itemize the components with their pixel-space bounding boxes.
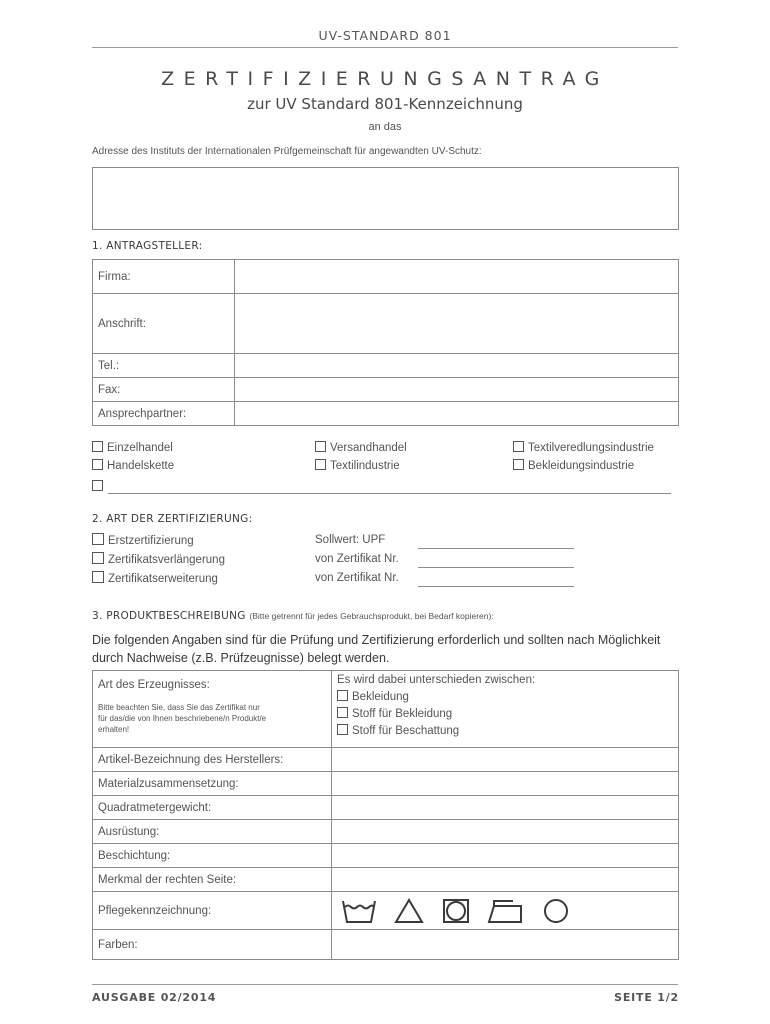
iron-icon <box>489 901 521 922</box>
art-note: Bitte beachten Sie, dass Sie das Zertifikat nur für das/die von Ihnen beschriebene/n Produkt/e erhalten! <box>98 703 267 734</box>
checkbox[interactable] <box>92 571 104 583</box>
option-versandhandel[interactable]: Versandhandel <box>315 441 407 454</box>
art-cell <box>93 671 332 748</box>
gewicht-label: Quadratmetergewicht: <box>93 796 332 820</box>
distinguish-label: Es wird dabei unterschieden zwischen: <box>337 674 536 686</box>
table-row <box>93 402 679 426</box>
table-row <box>93 772 679 796</box>
pflege-label: Pflegekennzeichnung: <box>93 892 332 930</box>
fax-label: Fax: <box>93 378 235 402</box>
option-textilindustrie[interactable]: Textilindustrie <box>315 459 400 472</box>
checkbox[interactable] <box>92 459 103 470</box>
applicant-table <box>92 259 679 426</box>
artikel-field[interactable] <box>332 748 679 772</box>
table-row <box>93 260 679 294</box>
farben-field[interactable] <box>332 930 679 960</box>
erweiterung-nr-label: von Zertifikat Nr. <box>315 572 399 584</box>
firma-field[interactable] <box>235 260 679 294</box>
section-2-heading: 2. ART DER ZERTIFIZIERUNG: <box>92 513 253 525</box>
table-row <box>93 354 679 378</box>
checkbox[interactable] <box>92 441 103 452</box>
tel-label: Tel.: <box>93 354 235 378</box>
verlaengerung-nr-input-line[interactable] <box>418 567 574 568</box>
merkmal-label: Merkmal der rechten Seite: <box>93 868 332 892</box>
table-row <box>93 844 679 868</box>
farben-label: Farben: <box>93 930 332 960</box>
sollwert-input-line[interactable] <box>418 548 574 549</box>
triangle-bleach-icon <box>396 900 422 922</box>
an-das-label: an das <box>368 121 402 133</box>
distinguish-cell <box>332 671 679 748</box>
section-1-heading: 1. ANTRAGSTELLER: <box>92 240 203 252</box>
option-bekleidung[interactable]: Bekleidung <box>337 690 673 703</box>
form-title: ZERTIFIZIERUNGSANTRAG <box>161 68 609 90</box>
option-other[interactable] <box>92 480 107 493</box>
table-row <box>93 671 679 748</box>
ausruestung-field[interactable] <box>332 820 679 844</box>
address-label: Adresse des Instituts der Internationalen Prüfgemeinschaft für angewandten UV-Schutz: <box>92 146 482 157</box>
circle-dry-clean-icon <box>545 900 567 922</box>
beschichtung-label: Beschichtung: <box>93 844 332 868</box>
header-divider <box>92 47 678 48</box>
checkbox[interactable] <box>337 707 348 718</box>
anschrift-label: Anschrift: <box>93 294 235 354</box>
option-einzelhandel[interactable]: Einzelhandel <box>92 441 173 454</box>
ansprechpartner-label: Ansprechpartner: <box>93 402 235 426</box>
erweiterung-nr-input-line[interactable] <box>418 586 574 587</box>
option-stoff-beschattung[interactable]: Stoff für Beschattung <box>337 724 673 737</box>
address-field[interactable] <box>92 167 679 230</box>
material-label: Materialzusammensetzung: <box>93 772 332 796</box>
section-3-note: (Bitte getrennt für jedes Gebrauchsprodukt, bei Bedarf kopieren): <box>249 611 494 621</box>
anschrift-field[interactable] <box>235 294 679 354</box>
art-label: Art des Erzeugnisses: <box>98 679 210 691</box>
option-bekleidungsindustrie[interactable]: Bekleidungsindustrie <box>513 459 634 472</box>
verlaengerung-nr-label: von Zertifikat Nr. <box>315 553 399 565</box>
artikel-label: Artikel-Bezeichnung des Herstellers: <box>93 748 332 772</box>
pflege-field[interactable] <box>332 892 679 930</box>
table-row <box>93 378 679 402</box>
option-erstzertifizierung[interactable]: Erstzertifizierung <box>92 533 194 547</box>
checkbox[interactable] <box>92 480 103 491</box>
checkbox[interactable] <box>315 459 326 470</box>
option-zertifikatsverlaengerung[interactable]: Zertifikatsverlängerung <box>92 552 225 566</box>
checkbox[interactable] <box>513 459 524 470</box>
firma-label: Firma: <box>93 260 235 294</box>
option-textilveredlungsindustrie[interactable]: Textilveredlungsindustrie <box>513 441 654 454</box>
tumble-dry-icon <box>444 900 468 922</box>
table-row <box>93 748 679 772</box>
ansprechpartner-field[interactable] <box>235 402 679 426</box>
table-row <box>93 820 679 844</box>
form-subtitle: zur UV Standard 801-Kennzeichnung <box>247 95 523 113</box>
section-3-heading: 3. PRODUKTBESCHREIBUNG (Bitte getrennt für jedes Gebrauchsprodukt, bei Bedarf kopieren): <box>92 610 494 622</box>
checkbox[interactable] <box>337 724 348 735</box>
table-row <box>93 294 679 354</box>
checkbox[interactable] <box>315 441 326 452</box>
table-row <box>93 930 679 960</box>
table-row <box>93 796 679 820</box>
gewicht-field[interactable] <box>332 796 679 820</box>
document-header: UV-STANDARD 801 <box>318 28 452 43</box>
merkmal-field[interactable] <box>332 868 679 892</box>
checkbox[interactable] <box>92 533 104 545</box>
beschichtung-field[interactable] <box>332 844 679 868</box>
footer-divider <box>92 984 678 985</box>
table-row <box>93 892 679 930</box>
other-input-line[interactable] <box>108 493 671 494</box>
table-row <box>93 868 679 892</box>
checkbox[interactable] <box>513 441 524 452</box>
checkbox[interactable] <box>92 552 104 564</box>
checkbox[interactable] <box>337 690 348 701</box>
page-number: SEITE 1/2 <box>614 991 679 1004</box>
section-3-intro: Die folgenden Angaben sind für die Prüfung und Zertifizierung erforderlich und sollten nach Möglichkeit durch Nachweise (z.B. Prüfzeugnisse) belegt werden. <box>92 633 661 665</box>
sollwert-label: Sollwert: UPF <box>315 534 386 546</box>
option-stoff-bekleidung[interactable]: Stoff für Bekleidung <box>337 707 673 720</box>
product-table <box>92 670 679 960</box>
option-zertifikatserweiterung[interactable]: Zertifikatserweiterung <box>92 571 218 585</box>
material-field[interactable] <box>332 772 679 796</box>
tel-field[interactable] <box>235 354 679 378</box>
option-handelskette[interactable]: Handelskette <box>92 459 174 472</box>
washing-tub-icon <box>343 901 375 922</box>
edition-label: AUSGABE 02/2014 <box>92 991 217 1004</box>
ausruestung-label: Ausrüstung: <box>93 820 332 844</box>
fax-field[interactable] <box>235 378 679 402</box>
